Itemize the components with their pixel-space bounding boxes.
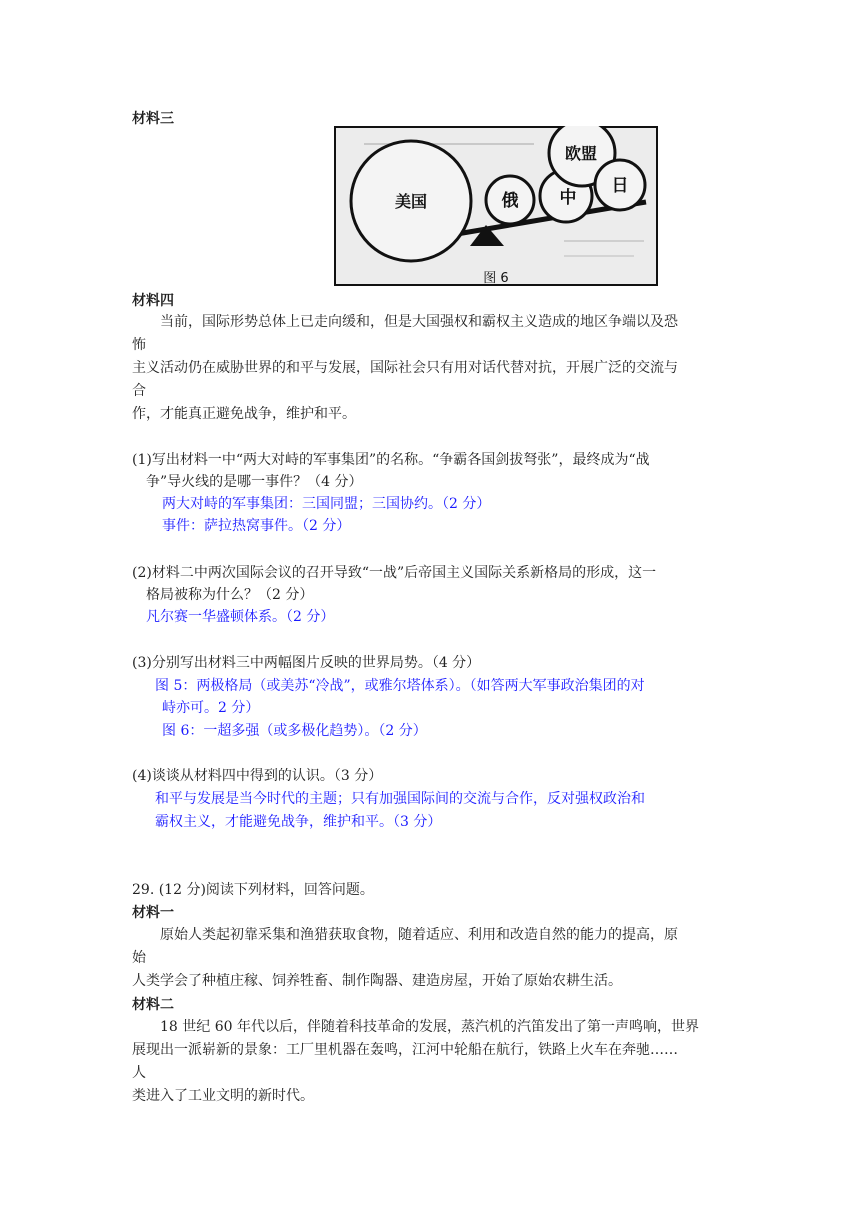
answer-2-line: 凡尔赛一华盛顿体系。（2 分） — [146, 609, 335, 625]
answer-3-line: 图 6：一超多强（或多极化趋势）。（2 分） — [162, 723, 427, 739]
q29-material2-line: 类进入了工业文明的新时代。 — [132, 1088, 314, 1104]
material4-line: 当前，国际形势总体上已走向缓和，但是大国强权和霸权主义造成的地区争端以及恐 — [160, 314, 678, 330]
material4-line: 主义活动仍在威胁世界的和平与发展，国际社会只有用对话代替对抗，开展广泛的交流与 — [132, 360, 678, 376]
q29-material1-line: 人类学会了种植庄稼、饲养牲畜、制作陶器、建造房屋，开始了原始农耕生活。 — [132, 973, 622, 989]
answer-3-line: 峙亦可。2 分） — [162, 700, 260, 716]
figure-6-cartoon — [334, 126, 658, 286]
material4-heading: 材料四 — [132, 293, 174, 309]
q29-material2-line: 18 世纪 60 年代以后，伴随着科技革命的发展，蒸汽机的汽笛发出了第一声鸣响，世界 — [160, 1019, 699, 1035]
russia-label: 俄 — [501, 191, 519, 211]
usa-label: 美国 — [394, 192, 428, 211]
question-3-line: (3)分别写出材料三中两幅图片反映的世界局势。（4 分） — [132, 655, 481, 671]
q29-material1-line: 始 — [132, 950, 146, 966]
japan-label: 日 — [611, 176, 629, 196]
q29-material2-line: 展现出一派崭新的景象：工厂里机器在轰鸣，江河中轮船在航行，铁路上火车在奔驰…… — [132, 1042, 678, 1058]
material3-heading: 材料三 — [132, 111, 174, 127]
figure-6-svg — [334, 126, 658, 286]
q29-material1-line: 原始人类起初靠采集和渔猎获取食物，随着适应、利用和改造自然的能力的提高，原 — [160, 927, 678, 943]
question-1-line: (1)写出材料一中“两大对峙的军事集团”的名称。“争霸各国剑拔弩张”，最终成为“战 — [132, 452, 650, 468]
material4-line: 怖 — [132, 337, 146, 353]
eu-label: 欧盟 — [564, 144, 598, 163]
question-4-line: (4)谈谈从材料四中得到的认识。（3 分） — [132, 768, 383, 784]
question-1-line: 争”导火线的是哪一事件？（4 分） — [146, 474, 363, 490]
q29-material2-heading: 材料二 — [132, 997, 174, 1013]
answer-1-line: 两大对峙的军事集团：三国同盟；三国协约。（2 分） — [162, 496, 491, 512]
material4-line: 作，才能真正避免战争，维护和平。 — [132, 406, 356, 422]
question-29-stem: 29. (12 分)阅读下列材料，回答问题。 — [132, 882, 374, 898]
question-2-line: 格局被称为什么？（2 分） — [146, 587, 314, 603]
answer-4-line: 霸权主义，才能避免战争，维护和平。（3 分） — [155, 814, 442, 830]
material4-line: 合 — [132, 383, 146, 399]
answer-3-line: 图 5：两极格局（或美苏“冷战”，或雅尔塔体系）。（如答两大军事政治集团的对 — [155, 678, 645, 694]
china-label: 中 — [559, 188, 577, 208]
q29-material1-heading: 材料一 — [132, 905, 174, 921]
answer-4-line: 和平与发展是当今时代的主题；只有加强国际间的交流与合作，反对强权政治和 — [155, 791, 645, 807]
answer-1-line: 事件：萨拉热窝事件。（2 分） — [162, 518, 351, 534]
question-2-line: (2)材料二中两次国际会议的召开导致“一战”后帝国主义国际关系新格局的形成，这一 — [132, 565, 657, 581]
figure-caption: 图 6 — [483, 271, 509, 286]
q29-material2-line: 人 — [132, 1065, 146, 1081]
